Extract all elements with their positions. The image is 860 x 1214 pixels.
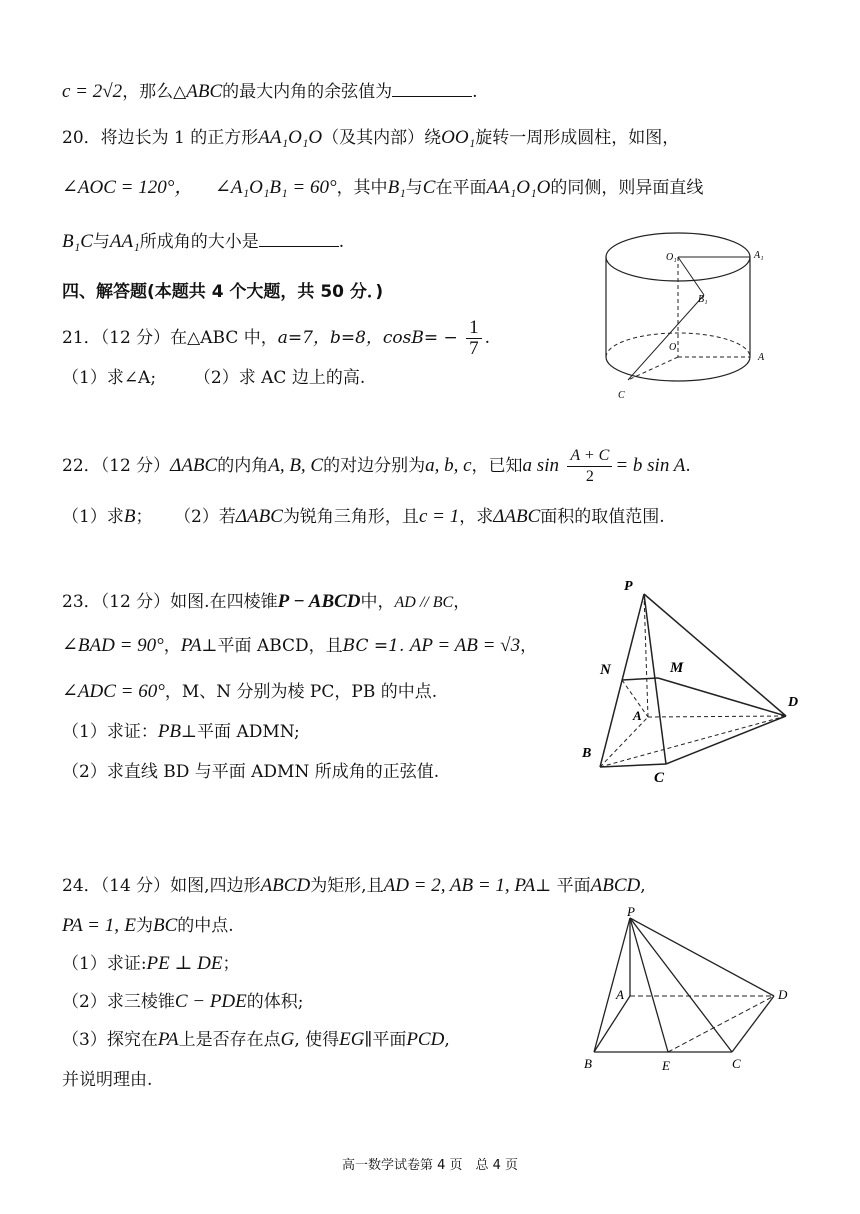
label-a: A — [633, 708, 642, 723]
q24-part3: （3）探究在PA上是否存在点G, 使得EG∥平面PCD, — [62, 1029, 450, 1050]
q24-line1: 24．（14 分）如图,四边形ABCD为矩形,且AD = 2, AB = 1, PA⊥ 平面ABCD, — [62, 875, 646, 896]
q22-line1: 22．（12 分）ΔABC的内角A, B, C的对边分别为a, b, c，已知a sin $\frac{A + C}{2}$ = b sin A. — [62, 447, 691, 485]
q23-line1: 23．（12 分）如图.在四棱锥P − ABCD中，AD // BC， — [62, 591, 471, 612]
cylinder-figure — [598, 212, 778, 404]
q24-part1: （1）求证:PE ⊥ DE； — [62, 953, 240, 974]
q20-line2: ∠AOC = 120°， ∠A₁O₁B₁ = 60°，其中B₁与C在平面AA₁O₁O的同侧，则异面直线 — [62, 177, 704, 198]
q24-line2: PA = 1, E为BC的中点. — [62, 915, 234, 936]
q23-part1: （1）求证：PB⊥平面 ADMN; — [62, 721, 300, 742]
q23-line3: ∠ADC = 60°，M、N 分别为棱 PC，PB 的中点. — [62, 681, 438, 702]
fraction: $\frac{A + C}{2}$ — [567, 446, 612, 487]
label-e: E — [662, 1058, 670, 1073]
q20-line3: B₁C与AA₁所成角的大小是 . — [62, 228, 344, 254]
q23-line2: ∠BAD = 90°，PA⊥平面 ABCD，且BC =1. AP = AB = √3， — [62, 635, 538, 656]
answer-blank — [259, 228, 339, 247]
q24-part2: （2）求三棱锥C − PDE的体积; — [62, 991, 304, 1012]
label-a1: A₁ — [754, 250, 764, 261]
label-p: P — [627, 904, 635, 919]
section-heading: 四、解答题(本题共 4 个大题，共 50 分．) — [62, 282, 384, 302]
q20-line1: 20．将边长为 1 的正方形AA₁O₁O（及其内部）绕OO₁旋转一周形成圆柱，如图， — [62, 127, 680, 148]
label-a: A — [616, 987, 624, 1002]
pyramid-figure-q23 — [578, 574, 810, 788]
fraction: $\frac{1}{7}$ — [466, 318, 482, 359]
q21-parts: （1）求∠A; （2）求 AC 边上的高. — [62, 368, 366, 388]
label-a: A — [758, 352, 765, 363]
label-m: M — [670, 660, 684, 676]
label-o: O — [669, 342, 677, 353]
answer-blank — [392, 78, 472, 97]
pyramid-figure-q24 — [578, 904, 800, 1074]
q23-part2: （2）求直线 BD 与平面 ADMN 所成角的正弦值. — [62, 762, 440, 782]
label-b: B — [584, 1056, 592, 1071]
page-footer: 高一数学试卷第 4 页 总 4 页 — [341, 1158, 519, 1173]
q24-part3-cont: 并说明理由. — [62, 1070, 153, 1090]
label-d: D — [778, 987, 788, 1002]
label-b: B — [582, 746, 592, 761]
label-c: C — [618, 390, 625, 401]
q19-c-value: c = 2√2 — [62, 81, 123, 102]
q22-parts: （1）求B； （2）若ΔABC为锐角三角形，且c = 1，求ΔABC面积的取值范围. — [62, 506, 665, 527]
label-c: C — [732, 1056, 741, 1071]
label-b1: B₁ — [698, 294, 708, 305]
label-d: D — [788, 695, 799, 710]
label-n: N — [600, 662, 611, 678]
q19-tail: c = 2√2，那么△ABC的最大内角的余弦值为 . — [62, 78, 478, 104]
label-c: C — [654, 770, 665, 786]
label-o1: O₁ — [666, 252, 677, 263]
label-p: P — [624, 579, 633, 594]
q21-line1: 21．（12 分）在△ABC 中，a=7，b=8，cosB= − $\frac{1}{7}$ . — [62, 317, 491, 359]
